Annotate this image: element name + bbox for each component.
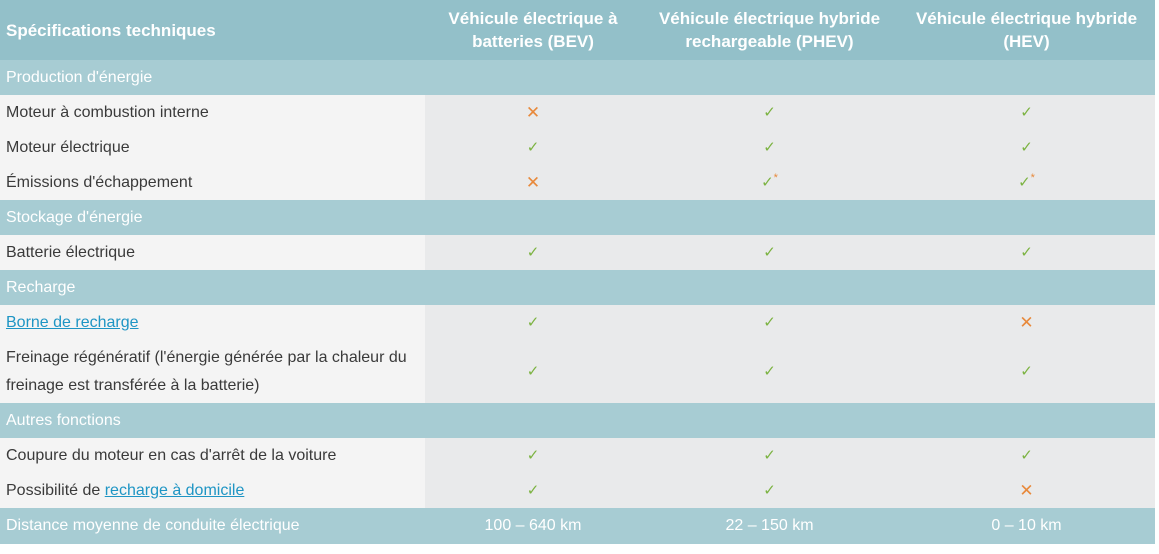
- value-cell: [425, 473, 641, 508]
- footer-value-phev: 22 – 150 km: [641, 508, 898, 544]
- value-cell: [898, 165, 1155, 200]
- header-bev: [425, 0, 641, 60]
- check-icon: ✓: [763, 363, 776, 380]
- row-label-line2: freinage est transférée à la batterie): [6, 376, 260, 394]
- table-row: [0, 165, 1155, 200]
- value-cell: [898, 95, 1155, 130]
- table-row: [0, 130, 1155, 165]
- row-label: Moteur à combustion interne: [0, 95, 425, 130]
- recharge-a-domicile-link[interactable]: recharge à domicile: [104, 481, 245, 499]
- section-label: Autres fonctions: [0, 403, 1155, 438]
- value-cell: [425, 235, 641, 270]
- header-phev: [641, 0, 898, 60]
- footnote-star-icon: *: [773, 172, 778, 184]
- value-cell: [641, 165, 898, 200]
- row-label: Émissions d'échappement: [0, 165, 425, 200]
- value-cell: [898, 235, 1155, 270]
- section-production: [0, 60, 1155, 95]
- check-icon: ✓: [1020, 244, 1033, 261]
- section-stockage: [0, 200, 1155, 235]
- value-cell: [898, 305, 1155, 340]
- value-cell: [425, 438, 641, 473]
- table-row: [0, 95, 1155, 130]
- check-icon: ✓: [763, 244, 776, 261]
- value-cell: [425, 130, 641, 165]
- value-cell: [641, 438, 898, 473]
- value-cell: [425, 340, 641, 403]
- cross-icon: ✕: [525, 172, 541, 192]
- footnote-star-icon: *: [1030, 172, 1035, 184]
- footer-value-bev: 100 – 640 km: [425, 508, 641, 544]
- footer-row: [0, 508, 1155, 544]
- row-label: Moteur électrique: [0, 130, 425, 165]
- header-bev-line1: Véhicule électrique à: [448, 9, 618, 28]
- section-label: Stockage d'énergie: [0, 200, 1155, 235]
- section-label: Recharge: [0, 270, 1155, 305]
- cross-icon: ✕: [525, 102, 541, 122]
- section-label: Production d'énergie: [0, 60, 1155, 95]
- header-hev-line1: Véhicule électrique hybride: [915, 9, 1138, 28]
- value-cell: [641, 340, 898, 403]
- row-label: Coupure du moteur en cas d'arrêt de la voiture: [0, 438, 425, 473]
- row-label-line1: Freinage régénératif (l'énergie générée par la chaleur du: [6, 348, 407, 366]
- value-cell: [425, 95, 641, 130]
- check-icon: ✓: [763, 139, 776, 156]
- header-hev: [898, 0, 1155, 60]
- footer-label: Distance moyenne de conduite électrique: [0, 508, 425, 544]
- value-cell: [898, 340, 1155, 403]
- footer-value-hev: 0 – 10 km: [898, 508, 1155, 544]
- check-icon: ✓: [526, 314, 540, 331]
- value-cell: [898, 130, 1155, 165]
- header-hev-line2: (HEV): [1003, 32, 1050, 51]
- check-icon: ✓: [1020, 104, 1033, 121]
- check-icon: ✓: [526, 447, 540, 464]
- header-phev-line2: rechargeable (PHEV): [685, 32, 854, 51]
- row-label: Batterie électrique: [0, 235, 425, 270]
- table-row: [0, 438, 1155, 473]
- check-icon: ✓: [526, 482, 540, 499]
- check-icon: ✓: [1020, 139, 1033, 156]
- check-icon: ✓: [763, 314, 776, 331]
- value-cell: [641, 305, 898, 340]
- row-label: [0, 340, 425, 403]
- table-row: [0, 340, 1155, 403]
- check-icon: ✓: [761, 174, 774, 191]
- cross-icon: ✕: [1019, 312, 1034, 332]
- check-icon: ✓: [526, 139, 540, 156]
- check-icon: ✓: [526, 363, 540, 380]
- table-row: [0, 235, 1155, 270]
- check-icon: ✓: [1018, 174, 1031, 191]
- table-row: [0, 473, 1155, 508]
- check-icon: ✓: [1020, 447, 1033, 464]
- check-icon: ✓: [763, 447, 776, 464]
- check-icon: ✓: [526, 244, 540, 261]
- header-row: [0, 0, 1155, 60]
- cross-icon: ✕: [1019, 480, 1034, 500]
- value-cell: [641, 235, 898, 270]
- value-cell: [425, 305, 641, 340]
- check-icon: ✓: [763, 104, 776, 121]
- borne-de-recharge-link[interactable]: Borne de recharge: [6, 313, 139, 331]
- section-autres: [0, 403, 1155, 438]
- value-cell: [641, 473, 898, 508]
- header-bev-line2: batteries (BEV): [472, 32, 594, 51]
- value-cell: [641, 130, 898, 165]
- check-icon: ✓: [1020, 363, 1033, 380]
- row-label: [0, 473, 425, 508]
- table-row: [0, 305, 1155, 340]
- row-label-prefix: Possibilité de: [6, 481, 105, 499]
- header-phev-line1: Véhicule électrique hybride: [658, 9, 881, 28]
- value-cell: [425, 165, 641, 200]
- value-cell: [641, 95, 898, 130]
- right-edge: [1155, 0, 1159, 554]
- row-label: [0, 305, 425, 340]
- check-icon: ✓: [763, 482, 776, 499]
- section-recharge: [0, 270, 1155, 305]
- header-specs: Spécifications techniques: [0, 0, 425, 60]
- value-cell: [898, 438, 1155, 473]
- value-cell: [898, 473, 1155, 508]
